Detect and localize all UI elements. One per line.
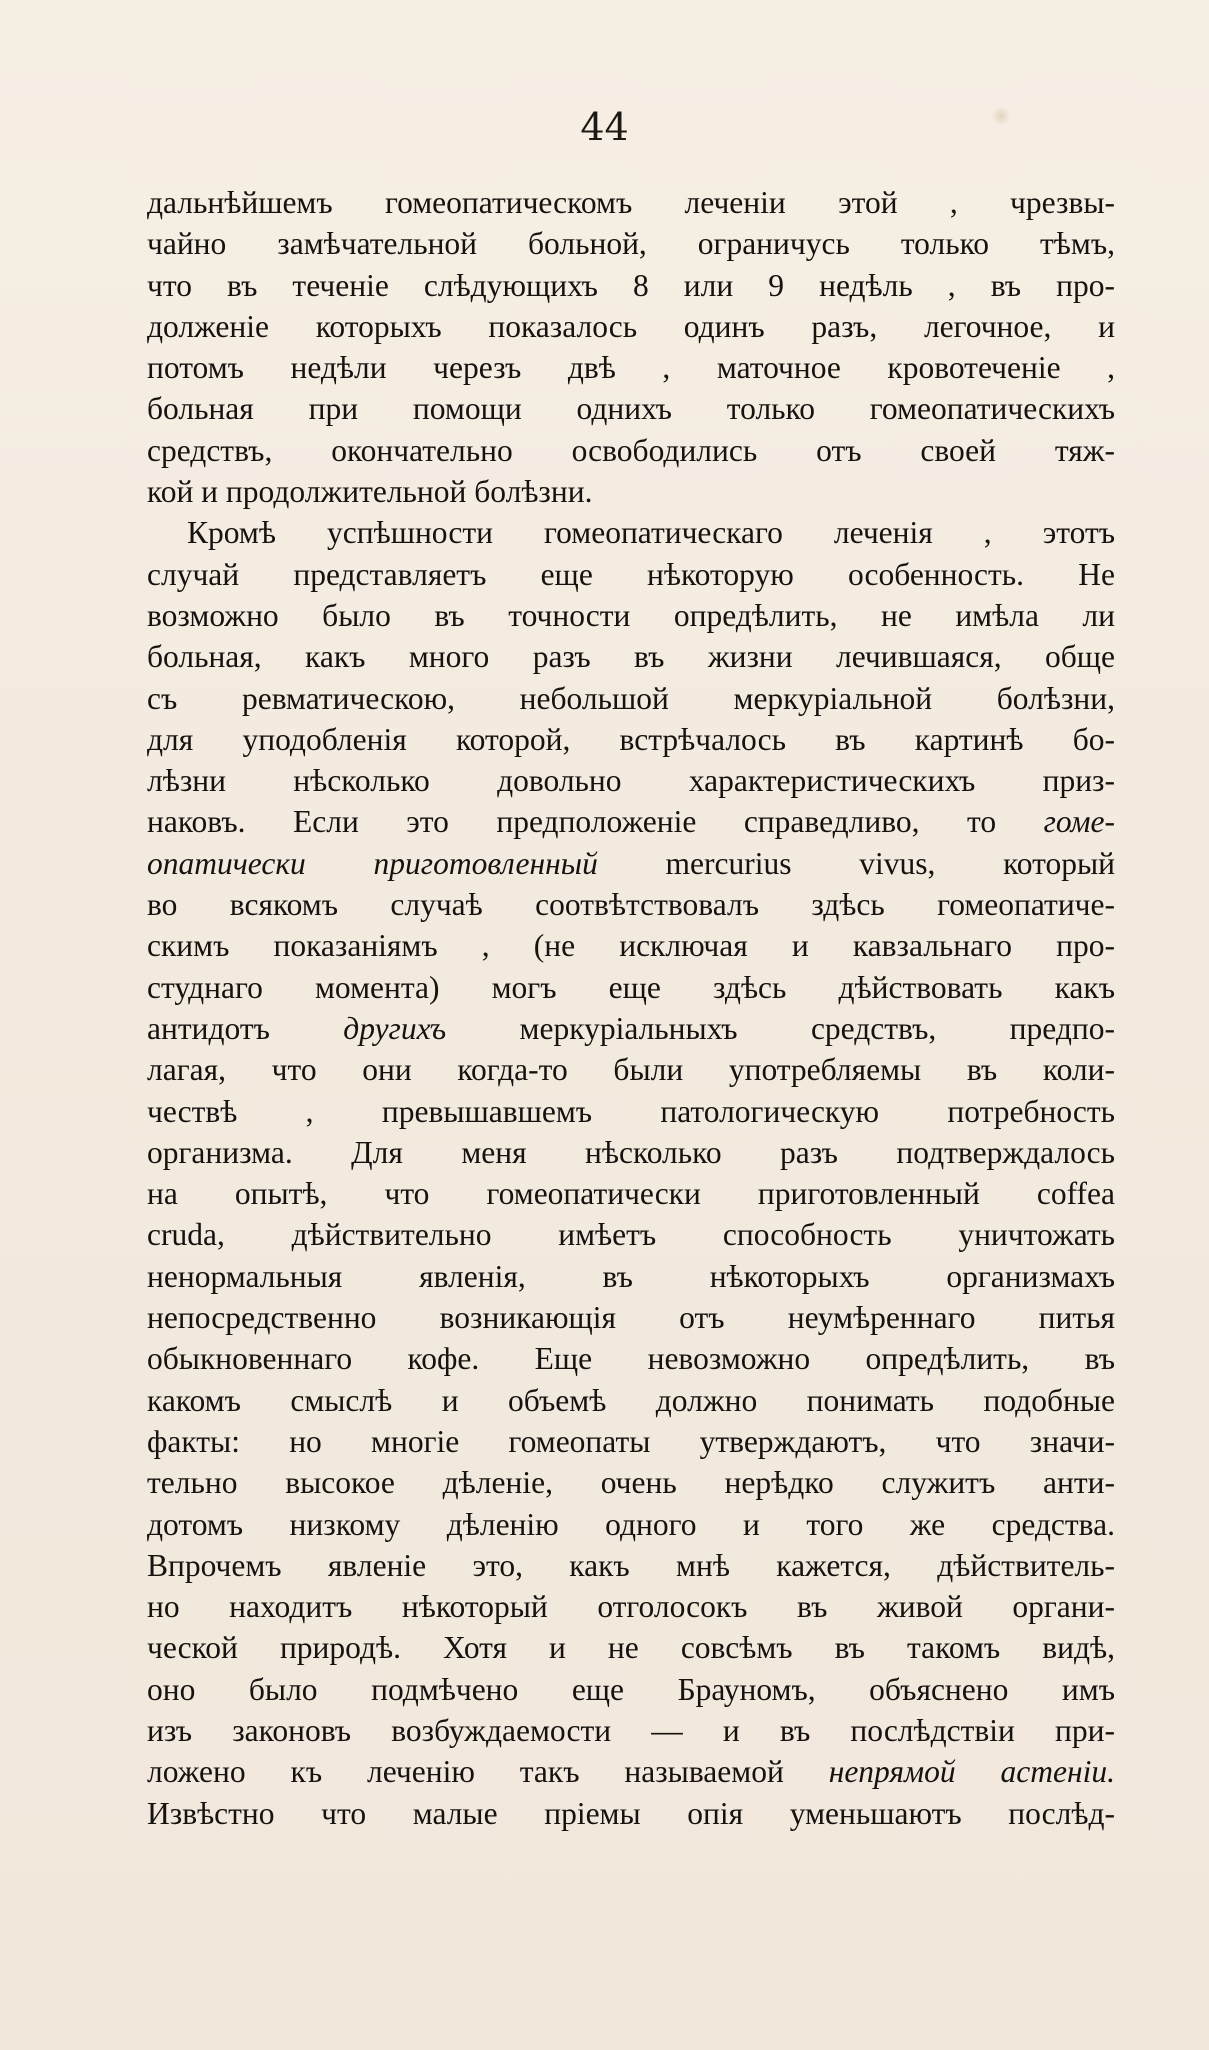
text-line (147, 471, 1115, 512)
text-segment: во всякомъ случаѣ соотвѣтствовалъ здѣсь гомеопатиче- (147, 887, 1115, 923)
text-line (147, 182, 1115, 223)
text-segment: больная при помощи однихъ только гомеопатическихъ (147, 391, 1115, 427)
text-segment: тельно высокое дѣленіе, очень нерѣдко служитъ анти- (147, 1465, 1115, 1501)
text-segment: ненормальныя явленія, въ нѣкоторыхъ организмахъ (147, 1258, 1115, 1294)
text-line (147, 925, 1115, 966)
text-line (147, 967, 1115, 1008)
text-line (147, 1751, 1115, 1792)
text-line (147, 636, 1115, 677)
text-segment: лѣзни нѣсколько довольно характеристическихъ приз- (147, 763, 1115, 799)
text-line (147, 719, 1115, 760)
text-line (147, 595, 1115, 636)
text-line (147, 1627, 1115, 1668)
text-segment: оно было подмѣчено еще Брауномъ, объяснено имъ (147, 1671, 1115, 1707)
text-line (147, 1421, 1115, 1462)
text-segment: лагая, что они когда-то были употребляемы въ коли- (147, 1052, 1115, 1088)
text-segment: случай представляетъ еще нѣкоторую особенность. Не (147, 556, 1115, 592)
text-segment: кой и продолжительной болѣзни. (147, 474, 593, 510)
italic-text-segment: гоме- (1043, 804, 1115, 840)
text-line (147, 678, 1115, 719)
text-line (147, 265, 1115, 306)
text-segment: студнаго момента) могъ еще здѣсь дѣйствовать какъ (147, 969, 1115, 1005)
text-line (147, 1504, 1115, 1545)
text-line (147, 223, 1115, 264)
text-segment: ложено къ леченію такъ называемой (147, 1754, 829, 1790)
italic-text-segment: непрямой астеніи. (828, 1754, 1115, 1790)
text-line (147, 1091, 1115, 1132)
text-segment: Извѣстно что малые пріемы опія уменьшаютъ послѣд- (147, 1795, 1115, 1831)
text-segment: долженіе которыхъ показалось одинъ разъ, легочное, и (147, 308, 1115, 344)
text-segment: средствъ, окончательно освободились отъ своей тяж- (147, 432, 1115, 468)
text-line (147, 1380, 1115, 1421)
text-segment: дальнѣйшемъ гомеопатическомъ леченіи этой , чрезвы- (147, 185, 1115, 220)
text-line (147, 1710, 1115, 1751)
text-segment: Впрочемъ явленіе это, какъ мнѣ кажется, дѣйствитель- (147, 1547, 1115, 1583)
text-segment: непосредственно возникающія отъ неумѣреннаго питья (147, 1300, 1115, 1336)
text-segment: возможно было въ точности опредѣлить, не имѣла ли (147, 597, 1115, 633)
text-segment: меркуріальныхъ средствъ, предпо- (446, 1010, 1115, 1046)
italic-text-segment: другихъ (343, 1010, 447, 1046)
text-segment: потомъ недѣли черезъ двѣ , маточное кровотеченіе , (147, 350, 1115, 386)
text-line (147, 306, 1115, 347)
text-segment: дотомъ низкому дѣленію одного и того же средства. (147, 1506, 1115, 1542)
text-line (147, 347, 1115, 388)
text-segment: Кромѣ успѣшности гомеопатическаго леченія , этотъ (187, 515, 1115, 551)
text-segment: для уподобленія которой, встрѣчалось въ картинѣ бо- (147, 721, 1115, 757)
italic-text-segment: опатически приготовленный (147, 845, 598, 881)
text-line (147, 388, 1115, 429)
text-segment: наковъ. Если это предположеніе справедливо, то (147, 804, 1044, 840)
text-segment: ческой природѣ. Хотя и не совсѣмъ въ такомъ видѣ, (147, 1630, 1115, 1666)
text-line (147, 1049, 1115, 1090)
text-line (147, 760, 1115, 801)
text-line (147, 1173, 1115, 1214)
text-segment: факты: но многіе гомеопаты утверждаютъ, что значи- (147, 1423, 1115, 1459)
text-segment: mercurius vivus, который (597, 845, 1115, 881)
text-segment: cruda, дѣйствительно имѣетъ способность уничтожать (147, 1217, 1115, 1253)
text-segment: обыкновеннаго кофе. Еще невозможно опредѣлить, въ (147, 1341, 1115, 1377)
body-text (147, 182, 1115, 1834)
text-line (147, 1669, 1115, 1710)
text-segment: что въ теченіе слѣдующихъ 8 или 9 недѣль , въ про- (147, 267, 1115, 303)
text-segment: изъ законовъ возбуждаемости — и въ послѣдствіи при- (147, 1712, 1115, 1748)
text-segment: съ ревматическою, небольшой меркуріальной болѣзни, (147, 680, 1115, 716)
text-line (147, 1297, 1115, 1338)
text-line (147, 430, 1115, 471)
text-segment: скимъ показаніямъ , (не исключая и кавзальнаго про- (147, 928, 1115, 964)
text-line (147, 1545, 1115, 1586)
text-line (147, 1256, 1115, 1297)
text-segment: какомъ смыслѣ и объемѣ должно понимать подобные (147, 1382, 1115, 1418)
text-line (147, 1462, 1115, 1503)
page-number: 44 (580, 105, 629, 149)
text-segment: чайно замѣчательной больной, ограничусь только тѣмъ, (147, 226, 1115, 262)
text-line (147, 512, 1115, 553)
text-segment: больная, какъ много разъ въ жизни лечившаяся, обще (147, 639, 1115, 675)
text-line (147, 1214, 1115, 1255)
text-segment: но находитъ нѣкоторый отголосокъ въ живой органи- (147, 1589, 1115, 1625)
text-line (147, 843, 1115, 884)
text-line (147, 554, 1115, 595)
text-line (147, 1132, 1115, 1173)
text-line (147, 801, 1115, 842)
text-segment: на опытѣ, что гомеопатически приготовленный coffea (147, 1176, 1115, 1212)
text-segment: антидотъ (147, 1010, 344, 1046)
text-segment: организма. Для меня нѣсколько разъ подтверждалось (147, 1134, 1115, 1170)
text-line (147, 1793, 1115, 1834)
text-line (147, 1586, 1115, 1627)
text-line (147, 1008, 1115, 1049)
text-line (147, 884, 1115, 925)
text-segment: чествѣ , превышавшемъ патологическую потребность (147, 1093, 1115, 1129)
text-line (147, 1338, 1115, 1379)
